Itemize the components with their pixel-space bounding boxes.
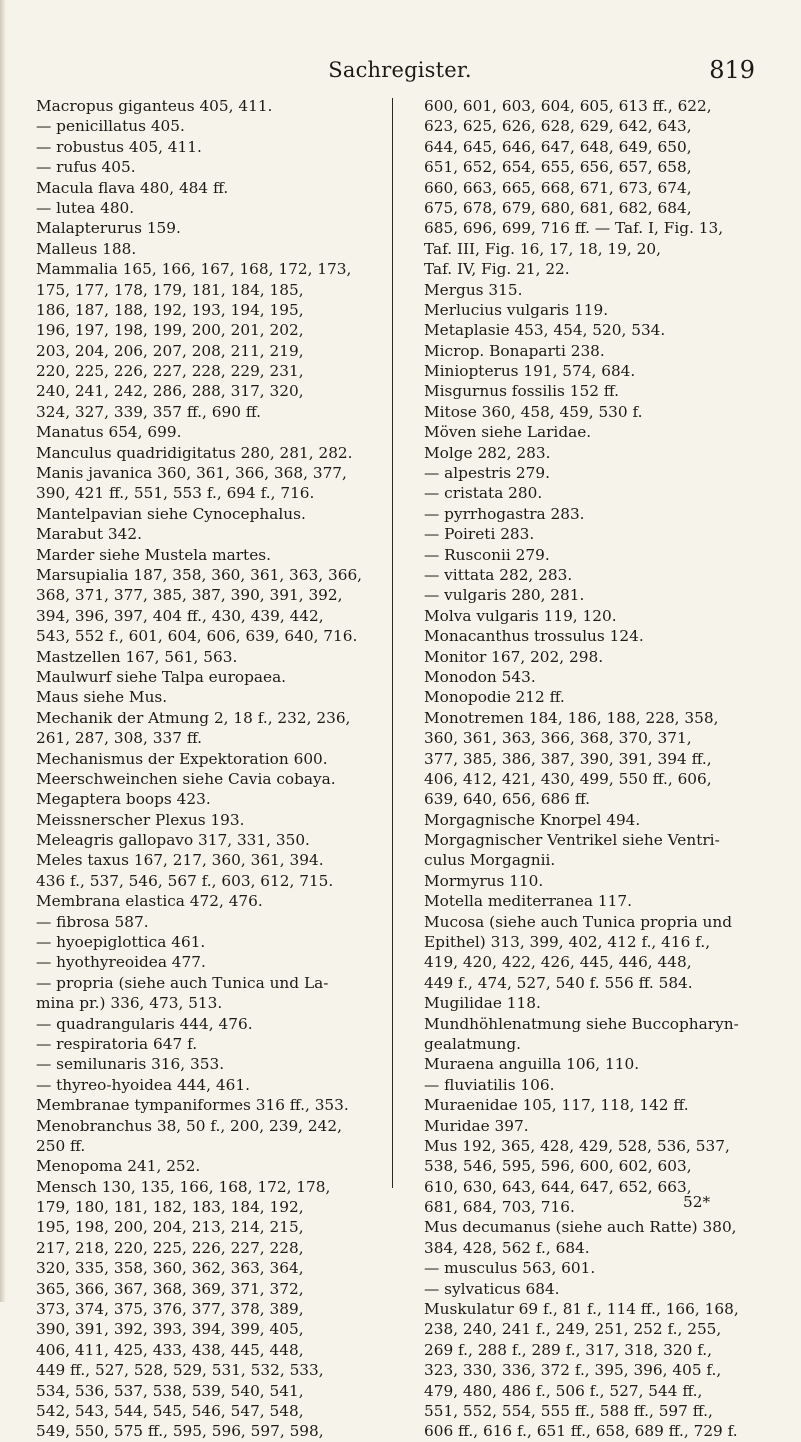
index-line: 220, 225, 226, 227, 228, 229, 231, [36,362,304,381]
index-line: Meerschweinchen siehe Cavia cobaya. [36,769,336,788]
index-line: 179, 180, 181, 182, 183, 184, 192, [36,1198,304,1217]
index-line: Taf. IV, Fig. 21, 22. [424,260,570,279]
index-line: 600, 601, 603, 604, 605, 613 ff., 622, [424,97,712,115]
index-line: 324, 327, 339, 357 ff., 690 ff. [36,402,261,421]
index-line: 203, 204, 206, 207, 208, 211, 219, [36,341,304,360]
page-header-title: Sachregister. [328,58,472,82]
index-line: 623, 625, 626, 628, 629, 642, 643, [424,117,692,136]
index-line: Morgagnischer Ventrikel siehe Ventri- [424,831,720,850]
index-line: 365, 366, 367, 368, 369, 371, 372, [36,1279,304,1298]
index-line: Muskulatur 69 f., 81 f., 114 ff., 166, 168, [424,1300,739,1319]
index-line: Mammalia 165, 166, 167, 168, 172, 173, [36,260,352,279]
index-line: Macula flava 480, 484 ff. [36,178,229,197]
index-line: — musculus 563, 601. [424,1259,596,1278]
index-line: Microp. Bonaparti 238. [424,341,605,360]
index-line: — semilunaris 316, 353. [36,1055,225,1074]
index-line: Motella mediterranea 117. [424,892,632,911]
index-line: — Poireti 283. [424,525,535,544]
index-line: Menobranchus 38, 50 f., 200, 239, 242, [36,1116,342,1135]
index-line: 390, 421 ff., 551, 553 f., 694 f., 716. [36,484,315,503]
index-line: Manis javanica 360, 361, 366, 368, 377, [36,464,347,483]
index-line: — alpestris 279. [424,464,550,483]
index-line: — pyrrhogastra 283. [424,504,585,523]
index-line: Muraenidae 105, 117, 118, 142 ff. [424,1096,689,1115]
index-line: Metaplasie 453, 454, 520, 534. [424,321,666,340]
index-line: 269 f., 288 f., 289 f., 317, 318, 320 f., [424,1340,713,1359]
index-line: Maulwurf siehe Talpa europaea. [36,667,287,686]
index-line: Meleagris gallopavo 317, 331, 350. [36,831,310,850]
index-line: — vulgaris 280, 281. [424,586,585,605]
index-line: Möven siehe Laridae. [424,423,592,442]
index-line: 320, 335, 358, 360, 362, 363, 364, [36,1259,304,1278]
index-line: 360, 361, 363, 366, 368, 370, 371, [424,729,692,748]
index-line: 644, 645, 646, 647, 648, 649, 650, [424,137,692,156]
index-column-right [424,96,754,1442]
index-line: Monopodie 212 ff. [424,688,565,707]
index-line: Mitose 360, 458, 459, 530 f. [424,402,643,421]
index-line: 606 ff., 616 f., 651 ff., 658, 689 ff., 729 f. [424,1422,738,1441]
index-line: Membranae tympaniformes 316 ff., 353. [36,1096,349,1115]
index-line: Mugilidae 118. [424,994,541,1013]
index-line: — fluviatilis 106. [424,1075,555,1094]
index-line: 250 ff. [36,1136,86,1155]
index-line: — robustus 405, 411. [36,137,202,156]
index-line: Maus siehe Mus. [36,688,168,707]
index-line: Mantelpavian siehe Cynocephalus. [36,504,306,523]
index-line: 377, 385, 386, 387, 390, 391, 394 ff., [424,749,712,768]
index-line: Membrana elastica 472, 476. [36,892,263,911]
index-line: — Rusconii 279. [424,545,550,564]
index-line: culus Morgagnii. [424,851,556,870]
index-line: Morgagnische Knorpel 494. [424,810,641,829]
index-line: 449 ff., 527, 528, 529, 531, 532, 533, [36,1361,324,1380]
index-line: 436 f., 537, 546, 567 f., 603, 612, 715. [36,871,334,890]
index-line: 373, 374, 375, 376, 377, 378, 389, [36,1300,304,1319]
index-line: — thyreo-hyoidea 444, 461. [36,1075,250,1094]
index-line: Marder siehe Mustela martes. [36,545,271,564]
index-line: 479, 480, 486 f., 506 f., 527, 544 ff., [424,1381,703,1400]
index-line: 175, 177, 178, 179, 181, 184, 185, [36,280,304,299]
index-line: 538, 546, 595, 596, 600, 602, 603, [424,1157,692,1176]
index-line: — sylvaticus 684. [424,1279,560,1298]
index-line: — respiratoria 647 f. [36,1034,198,1053]
index-line: Mergus 315. [424,280,523,299]
index-line: 186, 187, 188, 192, 193, 194, 195, [36,300,304,319]
index-line: 217, 218, 220, 225, 226, 227, 228, [36,1238,304,1257]
index-line: 394, 396, 397, 404 ff., 430, 439, 442, [36,606,324,625]
printer-signature: 52* [683,1193,711,1211]
index-line: Taf. III, Fig. 16, 17, 18, 19, 20, [424,239,661,258]
index-line: Mechanik der Atmung 2, 18 f., 232, 236, [36,708,351,727]
index-line: 240, 241, 242, 286, 288, 317, 320, [36,382,304,401]
index-line: 549, 550, 575 ff., 595, 596, 597, 598, [36,1422,324,1441]
index-line: — propria (siehe auch Tunica und La- [36,973,329,992]
index-line: Malapterurus 159. [36,219,181,238]
index-line: 639, 640, 656, 686 ff. [424,790,591,809]
index-line: 323, 330, 336, 372 f., 395, 396, 405 f., [424,1361,722,1380]
index-line: — hyoepiglottica 461. [36,933,206,952]
index-line: Muraena anguilla 106, 110. [424,1055,640,1074]
index-line: Monitor 167, 202, 298. [424,647,604,666]
index-line: Megaptera boops 423. [36,790,211,809]
index-line: 195, 198, 200, 204, 213, 214, 215, [36,1218,304,1237]
index-line: 551, 552, 554, 555 ff., 588 ff., 597 ff., [424,1402,713,1420]
index-line: — lutea 480. [36,198,135,217]
index-line: Mormyrus 110. [424,871,544,890]
index-line: Mensch 130, 135, 166, 168, 172, 178, [36,1177,331,1196]
index-line: Monotremen 184, 186, 188, 228, 358, [424,708,719,727]
index-line: 261, 287, 308, 337 ff. [36,729,203,748]
index-line: 651, 652, 654, 655, 656, 657, 658, [424,158,692,177]
index-line: Malleus 188. [36,239,137,258]
index-line: 681, 684, 703, 716. [424,1198,575,1217]
index-line: 534, 536, 537, 538, 539, 540, 541, [36,1381,304,1400]
index-line: Mechanismus der Expektoration 600. [36,749,328,768]
index-line: Menopoma 241, 252. [36,1157,201,1176]
index-line: 675, 678, 679, 680, 681, 682, 684, [424,198,692,217]
index-line: Molge 282, 283. [424,443,551,462]
index-line: 196, 197, 198, 199, 200, 201, 202, [36,321,304,340]
index-line: — rufus 405. [36,158,136,177]
index-line: Epithel) 313, 399, 402, 412 f., 416 f., [424,933,711,952]
index-line: 419, 420, 422, 426, 445, 446, 448, [424,953,692,972]
index-line: — vittata 282, 283. [424,565,573,584]
index-line: Manculus quadridigitatus 280, 281, 282. [36,443,353,462]
index-line: Macropus giganteus 405, 411. [36,97,273,115]
index-line: Manatus 654, 699. [36,423,182,442]
index-line: Meissnerscher Plexus 193. [36,810,245,829]
index-line: 368, 371, 377, 385, 387, 390, 391, 392, [36,586,343,605]
index-line: 610, 630, 643, 644, 647, 652, 663, [424,1177,692,1196]
index-line: 390, 391, 392, 393, 394, 399, 405, [36,1320,304,1339]
index-line: Marsupialia 187, 358, 360, 361, 363, 366, [36,565,363,584]
index-line: Meles taxus 167, 217, 360, 361, 394. [36,851,324,870]
index-line: Mundhöhlenatmung siehe Buccopharyn- [424,1014,739,1033]
index-line: Muridae 397. [424,1116,529,1135]
index-line: 542, 543, 544, 545, 546, 547, 548, [36,1402,304,1420]
index-line: Merlucius vulgaris 119. [424,300,609,319]
index-line: — penicillatus 405. [36,117,185,136]
index-line: 384, 428, 562 f., 684. [424,1238,590,1257]
index-line: 238, 240, 241 f., 249, 251, 252 f., 255, [424,1320,722,1339]
index-line: 543, 552 f., 601, 604, 606, 639, 640, 716. [36,627,358,646]
index-line: — quadrangularis 444, 476. [36,1014,253,1033]
index-line: Mastzellen 167, 561, 563. [36,647,238,666]
index-line: 406, 411, 425, 433, 438, 445, 448, [36,1340,304,1359]
index-line: Mus decumanus (siehe auch Ratte) 380, [424,1218,737,1237]
index-line: Monacanthus trossulus 124. [424,627,644,646]
index-line: 406, 412, 421, 430, 499, 550 ff., 606, [424,769,712,788]
page-edge-shadow [0,0,6,1302]
index-line: Marabut 342. [36,525,142,544]
index-line: Mus 192, 365, 428, 429, 528, 536, 537, [424,1136,730,1155]
index-line: 685, 696, 699, 716 ff. — Taf. I, Fig. 13, [424,219,724,238]
index-line: Molva vulgaris 119, 120. [424,606,617,625]
index-line: mina pr.) 336, 473, 513. [36,994,223,1013]
index-line: — fibrosa 587. [36,912,149,931]
index-line: gealatmung. [424,1034,521,1053]
index-column-left [36,96,366,1442]
index-line: Monodon 543. [424,667,536,686]
page-number: 819 [709,56,755,84]
index-line: Miniopterus 191, 574, 684. [424,362,636,381]
index-line: 660, 663, 665, 668, 671, 673, 674, [424,178,692,197]
column-divider [392,98,393,1188]
index-line: Misgurnus fossilis 152 ff. [424,382,619,401]
index-line: Mucosa (siehe auch Tunica propria und [424,912,733,931]
index-line: 449 f., 474, 527, 540 f. 556 ff. 584. [424,973,693,992]
index-line: — hyothyreoidea 477. [36,953,206,972]
index-line: — cristata 280. [424,484,543,503]
